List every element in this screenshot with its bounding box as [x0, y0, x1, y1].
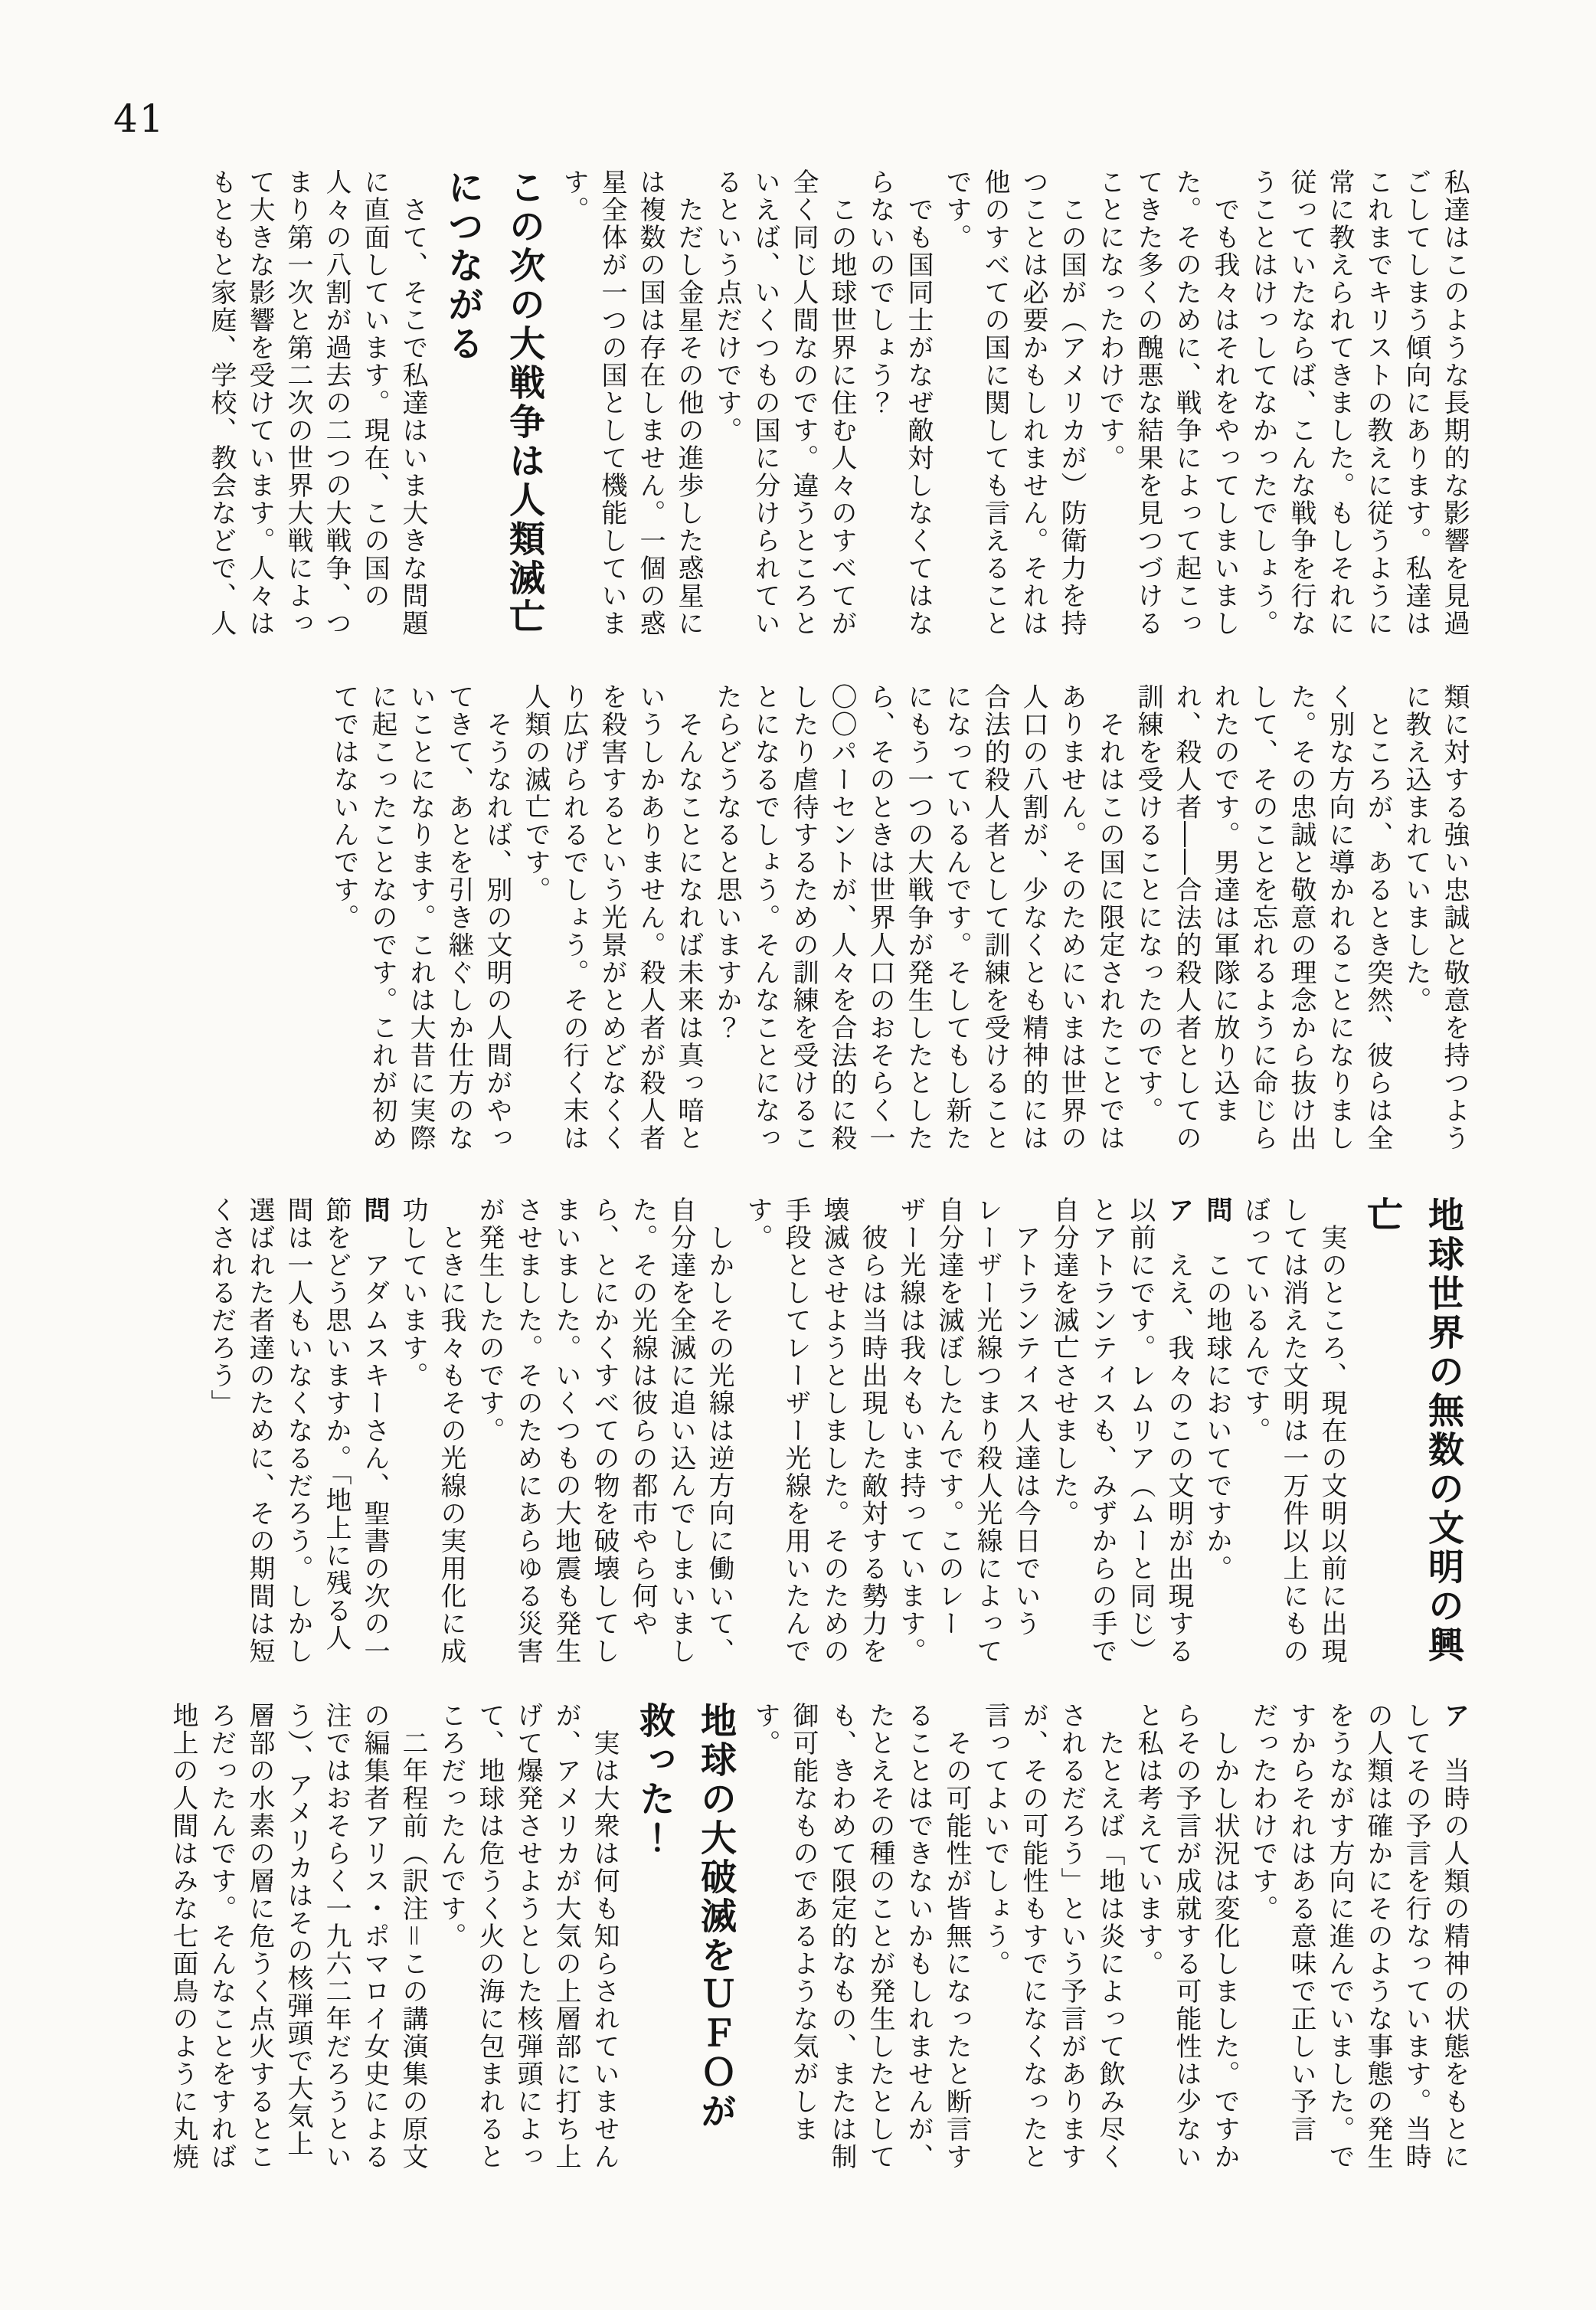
speaker-marker: 問: [1202, 1196, 1232, 1224]
body-paragraph: でも国同士がなぜ敵対しなくてはならないのでしょう？: [865, 169, 934, 637]
text-band-4: [164, 1702, 1473, 2175]
body-paragraph: ところが、あるとき突然、彼らは全く別な方向に導かれることになりました。その忠誠と敬意の理念から抜け出して、そのことを忘れるように命じられたのです。男達は軍隊に放り込まれ、殺人者――合法的殺人者としての訓練を受けることになったのです。: [1133, 683, 1393, 1152]
body-paragraph: その可能性が皆無になったと断言することはできないかもしれませんが、たとえその種のことが発生したとしても、きわめて限定的なもの、または制御可能なものであるような気がします。: [750, 1702, 972, 2171]
qa-paragraph: ア 当時の人類の精神の状態をもとにしてその予言を行なっています。当時の人類は確かにそのような事態の発生をうながす方向に進んでいました。ですからそれはある意味で正しい予言だったわけです。: [1248, 1702, 1470, 2171]
body-paragraph: 実は大衆は何も知らされていませんが、アメリカが大気の上層部に打ち上げて爆発させようとした核弾頭によって、地球は危うく火の海に包まれるところだったんです。: [436, 1702, 620, 2171]
text-band-3: [202, 1196, 1473, 1670]
speaker-marker: ア: [1439, 1702, 1470, 1729]
text-band-2: [325, 683, 1473, 1157]
speaker-marker: ア: [1163, 1196, 1194, 1224]
qa-paragraph: ア ええ、我々のこの文明が出現する以前にです。レムリア（ムーと同じ）とアトランティスも、みずからの手で自分達を滅亡させました。: [1048, 1196, 1194, 1665]
qa-paragraph: 問 この地球においてですか。: [1202, 1196, 1232, 1582]
section-heading: この次の大戦争は人類滅亡につながる: [442, 169, 545, 637]
body-paragraph: 実のところ、現在の文明以前に出現しては消えた文明は一万件以上にものぼっているんです。: [1240, 1196, 1347, 1665]
body-paragraph: しかしその光線は逆方向に働いて、自分達を全滅に追い込んでしまいました。その光線は彼らの都市やら何やら、とにかくすべての物を破壊してしまいました。いくつもの大地震も発生させました。そのためにあらゆる災害が発生したのです。: [474, 1196, 734, 1665]
body-paragraph: さて、そこで私達はいま大きな問題に直面しています。現在、この国の人々の八割が過去の二つの大戦争、つまり第一次と第二次の世界大戦によって大きな影響を受けています。人々はもともと家庭、学校、教会などで、人: [206, 169, 428, 637]
speaker-marker: 問: [359, 1196, 390, 1224]
body-paragraph: 私達はこのような長期的な影響を見過ごしてしまう傾向にあります。私達はこれまでキリストの教えに従うように常に教えられてきました。もしそれに従っていたならば、こんな戦争を行なうことはけっしてなかったでしょう。: [1248, 169, 1470, 637]
body-paragraph: ときに我々もその光線の実用化に成功しています。: [397, 1196, 466, 1665]
page-number: 41: [113, 97, 165, 141]
qa-paragraph: 問 アダムスキーさん、聖書の次の一節をどう思いますか。「地上に残る人間は一人もいなくなるだろう。しかし選ばれた者達のために、その期間は短くされるだろう」: [206, 1196, 390, 1665]
body-paragraph: 彼らは当時出現した敵対する勢力を壊滅させようとしました。そのための手段としてレーザー光線を用いたんです。: [742, 1196, 888, 1665]
body-paragraph: アトランティス人達は今日でいうレーザー光線つまり殺人光線によって自分達を滅ぼしたんです。このレーザー光線は我々もいま持っています。: [895, 1196, 1041, 1665]
body-paragraph: この国が（アメリカが）防衛力を持つことは必要かもしれません。それは他のすべての国に関しても言えることです。: [941, 169, 1087, 637]
body-paragraph: そんなことになれば未来は真っ暗というしかありません。殺人者が殺人者を殺害するという光景がとめどなくくり広げられるでしょう。その行く末は人類の滅亡です。: [520, 683, 704, 1152]
text-band-1: [202, 169, 1473, 642]
body-paragraph: それはこの国に限定されたことではありません。そのためにいまは世界の人口の八割が、少なくとも精神的には合法的殺人者として訓練を受けることになっているんです。そしてもし新たにもう一つの大戦争が発生したとしたら、そのときは世界人口のおそらく一〇〇パーセントが、人々を合法的に殺したり虐待するための訓練を受けることになるでしょう。そんなことになったらどうなると思いますか？: [711, 683, 1125, 1152]
body-paragraph: でも我々はそれをやってしまいました。そのために、戦争によって起こってきた多くの醜悪な結果を見つづけることになったわけです。: [1094, 169, 1240, 637]
body-paragraph: たとえば「地は炎によって飲み尽くされるだろう」という予言がありますが、その可能性もすでになくなったと言ってよいでしょう。: [980, 1702, 1125, 2171]
body-paragraph: そうなれば、別の文明の人間がやってきて、あとを引き継ぐしか仕方のないことになります。これは大昔に実際に起こったことなのです。これが初めてではないんです。: [329, 683, 512, 1152]
body-paragraph: この地球世界に住む人々のすべてが全く同じ人間なのです。違うところといえば、いくつもの国に分けられているという点だけです。: [711, 169, 857, 637]
section-heading: 地球の大破滅をＵＦＯが救った！: [633, 1702, 737, 2132]
body-paragraph: 類に対する強い忠誠と敬意を持つように教え込まれていました。: [1401, 683, 1470, 1152]
body-paragraph: 二年程前（訳注＝この講演集の原文の編集者アリス・ポマロイ女史による注ではおそらく一九六二年だろうという）、アメリカはその核弾頭で大気上層部の水素の層に危うく点火するところだったんです。そんなことをすれば地上の人間はみな七面鳥のように丸焼: [168, 1702, 428, 2171]
section-heading: 地球世界の無数の文明の興亡: [1361, 1196, 1464, 1665]
body-paragraph: ただし金星その他の進歩した惑星には複数の国は存在しません。一個の惑星全体が一つの国として機能しています。: [558, 169, 704, 637]
body-paragraph: しかし状況は変化しました。ですからその予言が成就する可能性は少ないと私は考えています。: [1133, 1702, 1240, 2171]
